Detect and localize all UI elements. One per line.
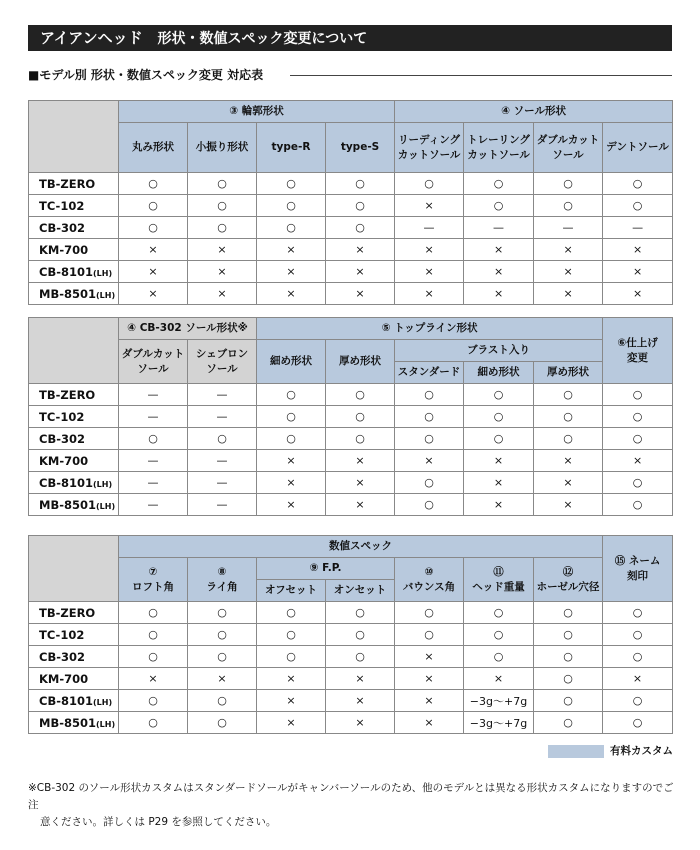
- table-cell: —: [119, 494, 188, 516]
- table-cell: ○: [326, 428, 395, 450]
- model-name-text: CB-8101: [39, 475, 93, 490]
- col-header-line: カットソール: [397, 148, 461, 161]
- table-cell: ○: [119, 624, 188, 646]
- model-name: [29, 712, 119, 734]
- table-cell: ○: [119, 217, 188, 239]
- model-name: [29, 239, 119, 261]
- model-name-text: TC-102: [39, 198, 85, 213]
- table-cell: ○: [257, 384, 326, 406]
- table-cell: ×: [257, 450, 326, 472]
- table-cell: ○: [188, 173, 257, 195]
- sole-shape-header: ④ ソール形状: [395, 101, 673, 123]
- table-cell: ○: [326, 217, 395, 239]
- model-name: [29, 261, 119, 283]
- model-name-text: MB-8501: [39, 286, 96, 301]
- model-name: [29, 624, 119, 646]
- table-cell: ×: [257, 494, 326, 516]
- col-header: [395, 558, 464, 602]
- table-cell: ○: [464, 173, 534, 195]
- col-header: [534, 558, 603, 602]
- table-cell: ○: [534, 712, 603, 734]
- table-cell: ○: [534, 428, 603, 450]
- table-cell: —: [119, 406, 188, 428]
- table-cell: ×: [464, 668, 534, 690]
- table-cell: ○: [119, 712, 188, 734]
- table-cell: ○: [326, 646, 395, 668]
- col-header-line: ロフト角: [132, 580, 174, 593]
- left-hand-marker: (LH): [96, 290, 116, 300]
- left-hand-marker: (LH): [93, 268, 113, 278]
- col-header-line: ライ角: [206, 580, 238, 593]
- table-cell: ×: [464, 283, 534, 305]
- table-cell: ×: [395, 450, 464, 472]
- table-cell: ○: [534, 173, 603, 195]
- table-cell: ○: [464, 406, 534, 428]
- col-header-line: ⑧: [217, 565, 227, 578]
- table-cell: ×: [119, 283, 188, 305]
- table-cell: −3g〜+7g: [464, 712, 534, 734]
- table-cell: ○: [257, 602, 326, 624]
- table-cell: ○: [119, 690, 188, 712]
- col-header: オフセット: [257, 580, 326, 602]
- table-cell: ×: [464, 494, 534, 516]
- col-header: 細め形状: [257, 340, 326, 384]
- table-cell: ○: [257, 195, 326, 217]
- model-name-text: KM-700: [39, 242, 89, 257]
- table-cell: ×: [534, 239, 603, 261]
- table-cell: ○: [188, 624, 257, 646]
- col-header: 丸み形状: [119, 123, 188, 173]
- table-cell: ×: [534, 261, 603, 283]
- table-row: [29, 646, 673, 668]
- table-cell: ○: [603, 384, 673, 406]
- left-hand-marker: (LH): [93, 697, 113, 707]
- model-name: [29, 217, 119, 239]
- table-cell: ○: [395, 406, 464, 428]
- col-header-line: ⑫: [562, 565, 574, 578]
- table-cell: ○: [395, 494, 464, 516]
- table-row: [29, 450, 673, 472]
- table-cell: ×: [326, 712, 395, 734]
- table-cell: ○: [464, 428, 534, 450]
- table-cell: —: [188, 384, 257, 406]
- table-cell: ×: [603, 668, 673, 690]
- table-cell: ×: [188, 283, 257, 305]
- numeric-spec-table: [28, 535, 673, 734]
- table-row: [29, 494, 673, 516]
- model-name: [29, 428, 119, 450]
- table-cell: ○: [395, 624, 464, 646]
- table-row: [29, 472, 673, 494]
- table-row: [29, 406, 673, 428]
- table-cell: ×: [188, 668, 257, 690]
- table-cell: ○: [534, 195, 603, 217]
- table-row: [29, 690, 673, 712]
- model-name: [29, 602, 119, 624]
- left-hand-marker: (LH): [93, 479, 113, 489]
- model-name-text: CB-8101: [39, 693, 93, 708]
- page-banner: [28, 25, 672, 51]
- model-name: [29, 646, 119, 668]
- col-header: スタンダード: [395, 362, 464, 384]
- col-header: 厚め形状: [534, 362, 603, 384]
- table-cell: ×: [534, 494, 603, 516]
- table-cell: ×: [464, 472, 534, 494]
- table3-body: [29, 602, 673, 734]
- table-cell: ○: [603, 472, 673, 494]
- table-cell: ○: [395, 472, 464, 494]
- table-cell: ○: [464, 646, 534, 668]
- table-cell: ○: [603, 624, 673, 646]
- table-cell: —: [188, 494, 257, 516]
- table-cell: ○: [603, 494, 673, 516]
- table-cell: ×: [464, 261, 534, 283]
- model-name: [29, 173, 119, 195]
- table-cell: ○: [119, 602, 188, 624]
- col-header: [188, 340, 257, 384]
- cb302-sole-header: ④ CB-302 ソール形状※: [119, 318, 257, 340]
- table-cell: ×: [326, 450, 395, 472]
- col-header: デントソール: [603, 123, 673, 173]
- table-cell: ×: [326, 690, 395, 712]
- table-row: [29, 602, 673, 624]
- col-header-line: シェブロン: [195, 347, 249, 360]
- table-corner: [29, 536, 119, 602]
- model-name-text: CB-302: [39, 220, 85, 235]
- table-cell: ○: [326, 624, 395, 646]
- name-stamp-header: [603, 536, 673, 602]
- table-cell: —: [188, 450, 257, 472]
- table-cell: ×: [395, 646, 464, 668]
- table-cell: ×: [326, 668, 395, 690]
- heading-rule: [290, 75, 672, 76]
- table-cell: ○: [534, 384, 603, 406]
- table-cell: ○: [257, 217, 326, 239]
- topline-header: ⑤ トップライン形状: [257, 318, 603, 340]
- table-cell: ×: [395, 712, 464, 734]
- model-name-text: TB-ZERO: [39, 176, 96, 191]
- table-corner: [29, 101, 119, 173]
- table-row: [29, 712, 673, 734]
- table-row: [29, 239, 673, 261]
- table-cell: ×: [326, 494, 395, 516]
- table-cell: ×: [119, 239, 188, 261]
- left-hand-marker: (LH): [96, 719, 116, 729]
- table-cell: ○: [534, 624, 603, 646]
- col-header: [188, 558, 257, 602]
- model-name: [29, 668, 119, 690]
- table-cell: ○: [603, 690, 673, 712]
- table-cell: ×: [257, 283, 326, 305]
- paid-custom-legend-swatch: [548, 745, 604, 758]
- table-cell: ×: [603, 283, 673, 305]
- table-cell: ×: [534, 283, 603, 305]
- table-cell: ×: [257, 472, 326, 494]
- table-cell: ○: [326, 602, 395, 624]
- table-cell: —: [119, 384, 188, 406]
- fp-header: ⑨ F.P.: [257, 558, 395, 580]
- table-cell: —: [188, 406, 257, 428]
- col-header-line: ソール: [552, 148, 584, 161]
- table-cell: ○: [603, 195, 673, 217]
- table-cell: ○: [534, 602, 603, 624]
- model-name: [29, 283, 119, 305]
- col-header-line: ソール: [206, 362, 238, 375]
- model-name-text: TB-ZERO: [39, 387, 96, 402]
- table-cell: ○: [119, 428, 188, 450]
- table-cell: ×: [257, 668, 326, 690]
- table-corner: [29, 318, 119, 384]
- table-cell: ○: [188, 712, 257, 734]
- table-row: [29, 624, 673, 646]
- col-header-line: リーディング: [398, 133, 461, 146]
- col-header-line: ⑦: [148, 565, 158, 578]
- model-name-text: TB-ZERO: [39, 605, 96, 620]
- model-name-text: MB-8501: [39, 497, 96, 512]
- model-name: [29, 195, 119, 217]
- col-header-line: ⑥仕上げ: [617, 336, 658, 349]
- model-name: [29, 494, 119, 516]
- col-header-line: ⑪: [493, 565, 504, 578]
- col-header: [464, 558, 534, 602]
- table-cell: ○: [326, 173, 395, 195]
- sole-topline-table: [28, 317, 673, 516]
- table-cell: —: [464, 217, 534, 239]
- model-name: [29, 472, 119, 494]
- table-cell: ○: [257, 406, 326, 428]
- table-cell: ○: [534, 406, 603, 428]
- table-cell: ○: [534, 646, 603, 668]
- section-heading: [28, 66, 672, 84]
- table-row: [29, 261, 673, 283]
- table-cell: ○: [257, 646, 326, 668]
- table-cell: —: [119, 450, 188, 472]
- table-cell: ×: [326, 239, 395, 261]
- table-cell: −3g〜+7g: [464, 690, 534, 712]
- table-cell: ×: [257, 261, 326, 283]
- table-cell: ○: [188, 195, 257, 217]
- table-cell: ×: [603, 261, 673, 283]
- footnote-line: 意ください。詳しくは P29 を参照してください。: [40, 816, 277, 828]
- table-cell: ○: [603, 712, 673, 734]
- table-cell: ×: [326, 472, 395, 494]
- table-cell: ○: [119, 646, 188, 668]
- table-cell: ×: [257, 239, 326, 261]
- table-cell: ○: [464, 195, 534, 217]
- table-cell: ○: [326, 384, 395, 406]
- col-header: 厚め形状: [326, 340, 395, 384]
- table-cell: —: [119, 472, 188, 494]
- table-cell: ○: [326, 406, 395, 428]
- table-cell: ○: [603, 428, 673, 450]
- table-cell: ×: [395, 261, 464, 283]
- col-header-line: バウンス角: [402, 580, 456, 593]
- col-header: 小振り形状: [188, 123, 257, 173]
- table-cell: ○: [188, 602, 257, 624]
- table-cell: —: [395, 217, 464, 239]
- col-header-line: ⑩: [424, 565, 434, 578]
- table-cell: ×: [326, 283, 395, 305]
- footnote-line: ※CB-302 のソール形状カスタムはスタンダードソールがキャンバーソールのため、他のモデルとは異なる形状カスタムになりますのでご注: [28, 782, 674, 811]
- table-cell: ○: [603, 406, 673, 428]
- col-header: [119, 558, 188, 602]
- table-cell: ×: [534, 472, 603, 494]
- model-name: [29, 406, 119, 428]
- left-hand-marker: (LH): [96, 501, 116, 511]
- table-cell: ○: [464, 384, 534, 406]
- table-cell: ×: [395, 690, 464, 712]
- model-name-text: KM-700: [39, 671, 89, 686]
- numeric-spec-header: 数値スペック: [119, 536, 603, 558]
- col-header: [534, 123, 603, 173]
- table-cell: ○: [464, 602, 534, 624]
- col-header-line: ソール: [137, 362, 169, 375]
- col-header: オンセット: [326, 580, 395, 602]
- table-row: [29, 195, 673, 217]
- model-name-text: CB-8101: [39, 264, 93, 279]
- footnote: [28, 780, 678, 831]
- col-header: type-S: [326, 123, 395, 173]
- table-row: [29, 668, 673, 690]
- model-name-text: CB-302: [39, 649, 85, 664]
- table-cell: ×: [395, 283, 464, 305]
- model-name-text: CB-302: [39, 431, 85, 446]
- table-row: [29, 283, 673, 305]
- col-header: 細め形状: [464, 362, 534, 384]
- outline-shape-header: ③ 輪郭形状: [119, 101, 395, 123]
- table-cell: ×: [464, 239, 534, 261]
- table-cell: ○: [257, 428, 326, 450]
- table-cell: ×: [257, 712, 326, 734]
- col-header-line: 変更: [627, 351, 649, 364]
- table-cell: ○: [464, 624, 534, 646]
- table-cell: ×: [534, 450, 603, 472]
- col-header-line: ダブルカット: [536, 133, 600, 146]
- model-name: [29, 450, 119, 472]
- table-cell: ○: [326, 195, 395, 217]
- table-cell: ×: [464, 450, 534, 472]
- table-cell: ○: [395, 384, 464, 406]
- col-header-line: トレーリング: [467, 133, 530, 146]
- model-name-text: MB-8501: [39, 715, 96, 730]
- table-cell: ○: [603, 173, 673, 195]
- table1-body: [29, 173, 673, 305]
- table-cell: ○: [188, 428, 257, 450]
- col-header-line: ホーゼル穴径: [536, 580, 600, 593]
- table-cell: ○: [603, 646, 673, 668]
- table-cell: ×: [395, 195, 464, 217]
- table-cell: ○: [188, 646, 257, 668]
- col-header: [395, 123, 464, 173]
- model-name-text: TC-102: [39, 409, 85, 424]
- table-cell: ×: [395, 668, 464, 690]
- table-cell: ×: [119, 668, 188, 690]
- section-heading-text: ■モデル別 形状・数値スペック変更 対応表: [28, 68, 264, 82]
- table-cell: ○: [534, 668, 603, 690]
- col-header-line: ダブルカット: [121, 347, 185, 360]
- table-cell: ○: [395, 428, 464, 450]
- model-name: [29, 690, 119, 712]
- table-cell: ○: [603, 602, 673, 624]
- col-header-line: ヘッド重量: [472, 580, 525, 593]
- table-cell: ×: [603, 239, 673, 261]
- table-cell: ×: [603, 450, 673, 472]
- table-cell: ○: [395, 602, 464, 624]
- table-cell: ×: [188, 261, 257, 283]
- table-cell: ×: [326, 261, 395, 283]
- table-cell: —: [534, 217, 603, 239]
- table-cell: ○: [119, 173, 188, 195]
- col-header-line: 刻印: [627, 569, 649, 582]
- banner-subtitle: 形状・数値スペック変更について: [157, 31, 368, 47]
- table-cell: —: [188, 472, 257, 494]
- table-cell: ×: [188, 239, 257, 261]
- blast-header: ブラスト入り: [395, 340, 603, 362]
- table-cell: ×: [257, 690, 326, 712]
- table-cell: ○: [395, 173, 464, 195]
- col-header-line: ⑮ ネーム: [614, 554, 661, 567]
- model-name-text: KM-700: [39, 453, 89, 468]
- table-row: [29, 217, 673, 239]
- table-cell: ○: [534, 690, 603, 712]
- table-cell: ○: [257, 173, 326, 195]
- paid-custom-legend-label: 有料カスタム: [610, 745, 673, 757]
- table-row: [29, 384, 673, 406]
- table-cell: ×: [395, 239, 464, 261]
- col-header: type-R: [257, 123, 326, 173]
- table-cell: ○: [188, 690, 257, 712]
- table-row: [29, 428, 673, 450]
- table2-body: [29, 384, 673, 516]
- col-header-line: カットソール: [467, 148, 530, 161]
- table-cell: ○: [188, 217, 257, 239]
- shape-spec-table: [28, 100, 673, 305]
- table-cell: —: [603, 217, 673, 239]
- col-header: [464, 123, 534, 173]
- finish-header: [603, 318, 673, 384]
- col-header: [119, 340, 188, 384]
- table-row: [29, 173, 673, 195]
- banner-title: アイアンヘッド: [40, 29, 143, 47]
- table-cell: ×: [119, 261, 188, 283]
- table-cell: ○: [119, 195, 188, 217]
- model-name: [29, 384, 119, 406]
- model-name-text: TC-102: [39, 627, 85, 642]
- table-cell: ○: [257, 624, 326, 646]
